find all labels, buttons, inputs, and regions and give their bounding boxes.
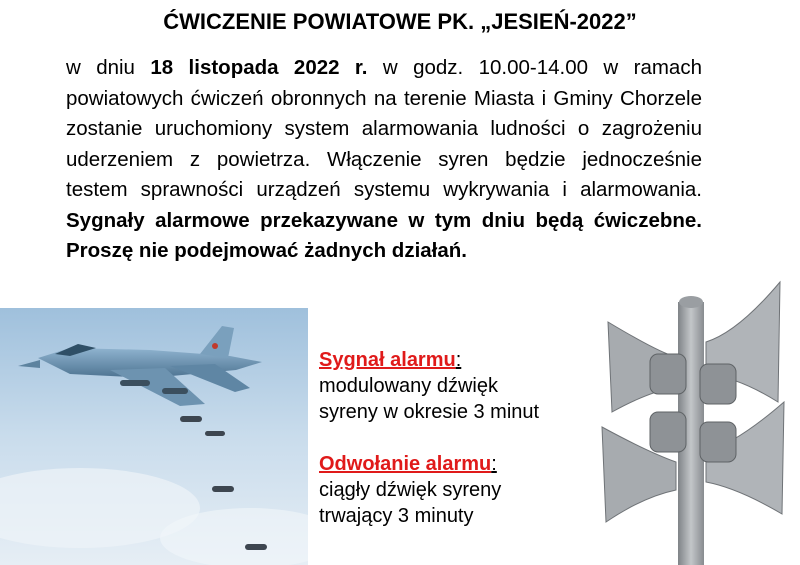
exercise-date: 18 listopada 2022 r. [150, 56, 368, 79]
main-text: w godz. 10.00-14.00 w ramach powiatowych ćwiczeń obronnych na terenie Miasta i Gminy Chorzele zostanie uruchomiony system alarmowania ludności o zagrożeniu uderzeniem z powietrza. Włączenie syren będzie jednocześnie testem sprawności urządzeń systemu wykrywania i alarmowania. [66, 56, 702, 201]
intro-text: w dniu [66, 56, 151, 79]
alarm-cancel-line2: trwający 3 minuty [319, 505, 474, 527]
alarm-signal-line1: modulowany dźwięk [319, 375, 498, 397]
page-title: ĆWICZENIE POWIATOWE PK. „JESIEŃ-2022” [163, 9, 637, 34]
siren-image [588, 262, 800, 565]
fighter-jet-image [0, 308, 308, 565]
alarm-cancel-colon: : [491, 453, 497, 475]
warning-text: Sygnały alarmowe przekazywane w tym dniu będą ćwiczebne. Proszę nie podejmować żadnych działań. [66, 208, 702, 262]
alarm-cancel-line1: ciągły dźwięk syreny [319, 479, 502, 501]
alarm-signal-line2: syreny w okresie 3 minut [319, 401, 540, 423]
alarm-cancel-section [319, 451, 501, 529]
alarm-signal-colon: : [455, 349, 462, 371]
alarm-signal-section [319, 347, 539, 425]
alarm-cancel-title: Odwołanie alarmu [319, 453, 492, 475]
announcement-text [66, 53, 702, 267]
alarm-signal-title: Sygnał alarmu [319, 349, 456, 371]
